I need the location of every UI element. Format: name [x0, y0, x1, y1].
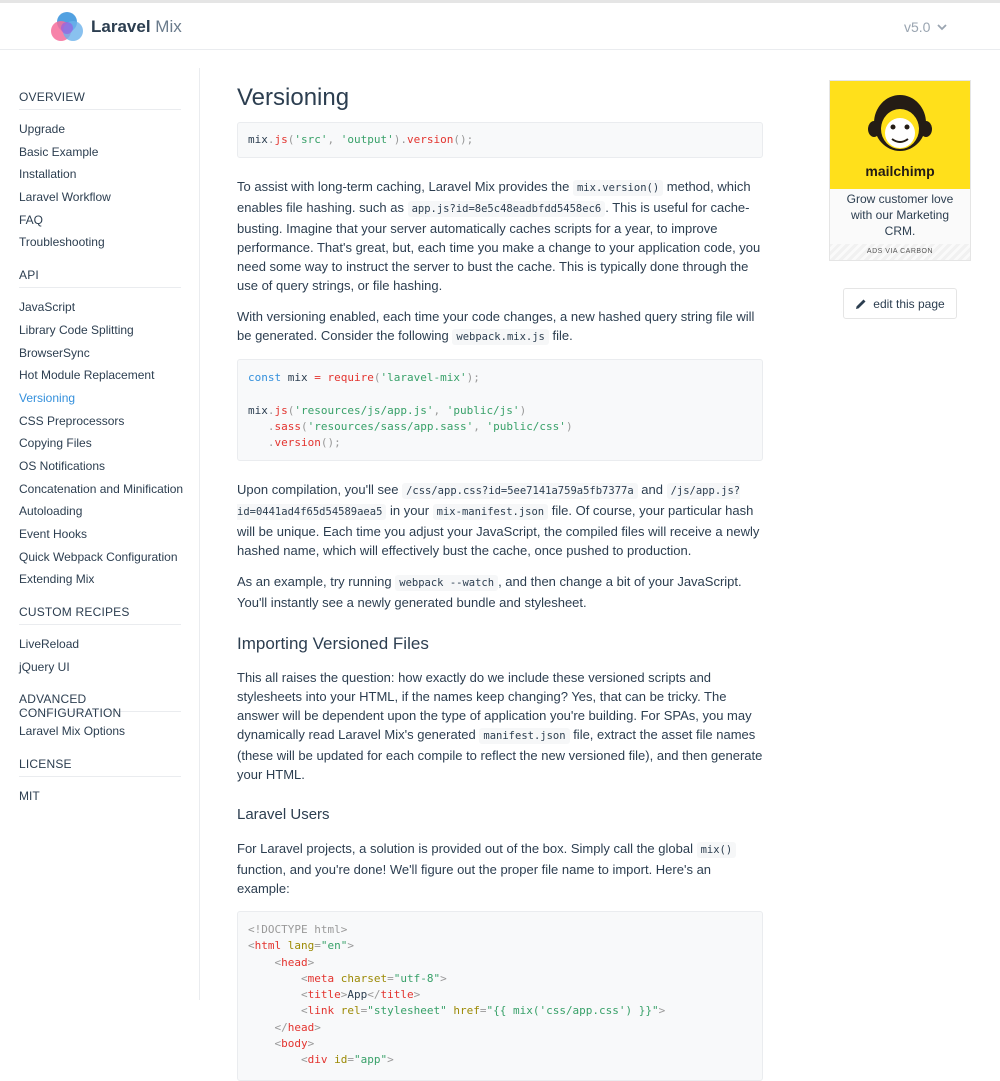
sidebar-item-library-code-splitting[interactable]: Library Code Splitting	[19, 322, 134, 337]
sidebar-item-livereload[interactable]: LiveReload	[19, 637, 80, 652]
sidebar-item-javascript[interactable]: JavaScript	[19, 300, 76, 315]
code-block-blade: <!DOCTYPE html> <html lang="en"> <head> <meta charset="utf-8"> <title>App</title> <link rel="stylesheet" href="{{ mix('css/app.css') }}"> </head> <body> <div id="app">	[237, 911, 763, 1081]
sidebar-section	[19, 605, 181, 678]
sidebar-section-title: CUSTOM RECIPES	[19, 605, 181, 625]
heading-importing-versioned-files: Importing Versioned Files	[237, 634, 429, 653]
chevron-down-icon	[936, 21, 948, 33]
sidebar	[0, 68, 200, 1000]
sidebar-item-laravel-mix-options[interactable]: Laravel Mix Options	[19, 724, 126, 739]
sidebar-item-faq[interactable]: FAQ	[19, 212, 44, 227]
heading-laravel-users: Laravel Users	[237, 806, 330, 823]
sidebar-section-title: LICENSE	[19, 757, 181, 777]
sidebar-section	[19, 692, 181, 743]
sidebar-item-copying-files[interactable]: Copying Files	[19, 436, 92, 451]
sidebar-item-quick-webpack-configuration[interactable]: Quick Webpack Configuration	[19, 549, 178, 564]
pencil-icon	[855, 298, 867, 310]
sidebar-item-css-preprocessors[interactable]: CSS Preprocessors	[19, 413, 125, 428]
main-content	[237, 84, 763, 1081]
ads-via-carbon[interactable]: ADS VIA CARBON	[830, 244, 970, 260]
sidebar-item-basic-example[interactable]: Basic Example	[19, 144, 99, 159]
paragraph-compilation: Upon compilation, you'll see /css/app.css?id=5ee7141a759a5fb7377a and /js/app.js?id=0441ad4f65d54589aea5 in your mix-manifest.json file. Of course, your particular hash will be unique. Each time you adjust your JavaScript, the compiled files will receive a newly hashed name, which will effectively bust the cache, once pushed to production.	[237, 482, 760, 558]
paragraph-intro: To assist with long-term caching, Laravel Mix provides the mix.version() method, which enables file hashing. such as app.js?id=8e5c48eadbfdd5458ec6 . This is useful for cache-busting. Imagine that your server automatically caches scripts for a year, to improve performance. That's great, but, each time you make a change to your application code, you need some way to instruct the server to bust the cache. This is typically done through the use of query strings, or file hashing.	[237, 179, 761, 293]
brand-name[interactable]	[91, 17, 182, 37]
ad-text[interactable]: Grow customer love with our Marketing CRM.	[846, 192, 954, 238]
version-label: v5.0	[904, 19, 931, 35]
paragraph-versioning-enabled: With versioning enabled, each time your code changes, a new hashed query string file will be generated. Consider the following webpack.mix.js file.	[237, 309, 755, 343]
sidebar-item-os-notifications[interactable]: OS Notifications	[19, 458, 106, 473]
sidebar-item-laravel-workflow[interactable]: Laravel Workflow	[19, 190, 111, 205]
paragraph-laravel-users: For Laravel projects, a solution is provided out of the box. Simply call the global mix() function, and you're done! We'll figure out the proper file name to import. Here's an example:	[237, 839, 763, 898]
sidebar-section-title: API	[19, 268, 181, 288]
sidebar-item-event-hooks[interactable]: Event Hooks	[19, 527, 88, 541]
version-dropdown[interactable]	[904, 19, 948, 35]
sidebar-section-title: OVERVIEW	[19, 90, 181, 110]
sidebar-section	[19, 757, 181, 808]
sidebar-item-concatenation-and-minification[interactable]: Concatenation and Minification	[19, 481, 184, 496]
sidebar-item-browsersync[interactable]: BrowserSync	[19, 345, 90, 360]
sidebar-item-mit[interactable]: MIT	[19, 789, 40, 804]
sidebar-section	[19, 90, 181, 254]
sidebar-item-upgrade[interactable]: Upgrade	[19, 122, 66, 136]
sidebar-section-title: ADVANCED CONFIGURATION	[19, 692, 181, 712]
sidebar-item-versioning[interactable]: Versioning	[19, 390, 76, 405]
sidebar-item-hot-module-replacement[interactable]: Hot Module Replacement	[19, 368, 155, 383]
page-title: Versioning	[237, 84, 350, 111]
code-block-webpack-mix: const mix = require('laravel-mix'); mix.js('resources/js/app.js', 'public/js') .sass('resources/sass/app.sass', 'public/css') .version();	[237, 359, 763, 461]
paragraph-importing: This all raises the question: how exactly do we include these versioned scripts and stylesheets into your HTML, if the names keep changing? Yes, that can be tricky. The answer will be dependent upon the type of application you're building. For SPAs, you may dynamically read Laravel Mix's generated manifest.json file, extract the asset file names (these will be updated for each compile to reflect the new versioned file), and then generate your HTML.	[237, 670, 763, 782]
paragraph-example: As an example, try running webpack --watch , and then change a bit of your JavaScript. You'll instantly see a newly generated bundle and stylesheet.	[237, 574, 742, 610]
sidebar-item-autoloading[interactable]: Autoloading	[19, 504, 83, 519]
site-header	[0, 3, 1000, 50]
sidebar-item-troubleshooting[interactable]: Troubleshooting	[19, 235, 105, 250]
edit-page-button[interactable]	[843, 288, 957, 319]
sidebar-item-extending-mix[interactable]: Extending Mix	[19, 572, 95, 587]
sidebar-sections	[0, 90, 199, 808]
sidebar-item-installation[interactable]: Installation	[19, 167, 77, 182]
carbon-ad[interactable]	[829, 80, 971, 261]
code-block-version: mix.js('src', 'output').version();	[237, 122, 763, 158]
sidebar-section	[19, 268, 184, 591]
edit-page-label: edit this page	[873, 296, 945, 311]
laravel-mix-logo-icon[interactable]	[50, 11, 84, 43]
brand-bold: Laravel	[91, 17, 151, 36]
sidebar-item-jquery-ui[interactable]: jQuery UI	[19, 659, 70, 674]
brand-light: Mix	[155, 17, 182, 36]
ad-image[interactable]	[830, 81, 970, 189]
ad-brand: mailchimp	[865, 163, 935, 179]
